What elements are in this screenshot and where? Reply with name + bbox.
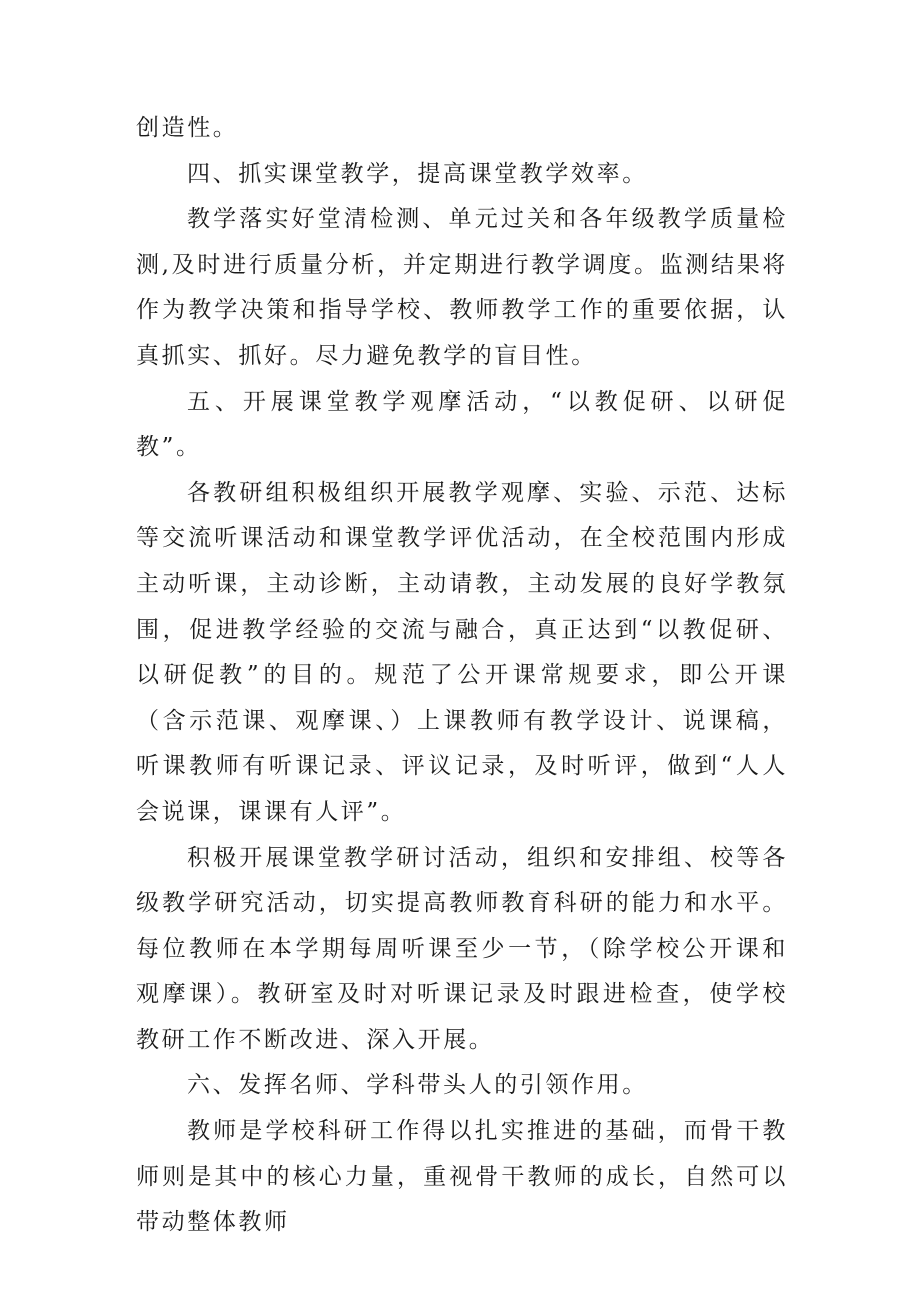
paragraph: 教师是学校科研工作得以扎实推进的基础，而骨干教师则是其中的核心力量，重视骨干教师的成长，自然可以带动整体教师 — [136, 1118, 788, 1236]
section-heading-5: 五、开展课堂教学观摩活动，“以教促研、以研促教”。 — [136, 388, 788, 461]
paragraph-continuation: 创造性。 — [136, 115, 239, 141]
paragraph: 各教研组积极组织开展教学观摩、实验、示范、达标等交流听课活动和课堂教学评优活动，在全校范围内形成主动听课，主动诊断，主动请教，主动发展的良好学教氛围，促进教学经验的交流与融合，真正达到“以教促研、以研促教”的目的。规范了公开课常规要求，即公开课（含示范课、观摩课、）上课教师有教学设计、说课稿，听课教师有听课记录、评议记录，及时听评，做到“人人会说课，课课有人评”。 — [136, 479, 788, 825]
section-heading-6: 六、发挥名师、学科带头人的引领作用。 — [187, 1072, 648, 1099]
paragraph: 教学落实好堂清检测、单元过关和各年级教学质量检测,及时进行质量分析，并定期进行教学调度。监测结果将作为教学决策和指导学校、教师教学工作的重要依据，认真抓实、抓好。尽力避免教学的盲目性。 — [136, 206, 788, 369]
section-heading-4: 四、抓实课堂教学，提高课堂教学效率。 — [187, 160, 648, 187]
document-body — [136, 106, 788, 1246]
paragraph: 积极开展课堂教学研讨活动，组织和安排组、校等各级教学研究活动，切实提高教师教育科研的能力和水平。每位教师在本学期每周听课至少一节，（除学校公开课和观摩课）。教研室及时对听课记录及时跟进检查，使学校教研工作不断改进、深入开展。 — [136, 844, 788, 1053]
